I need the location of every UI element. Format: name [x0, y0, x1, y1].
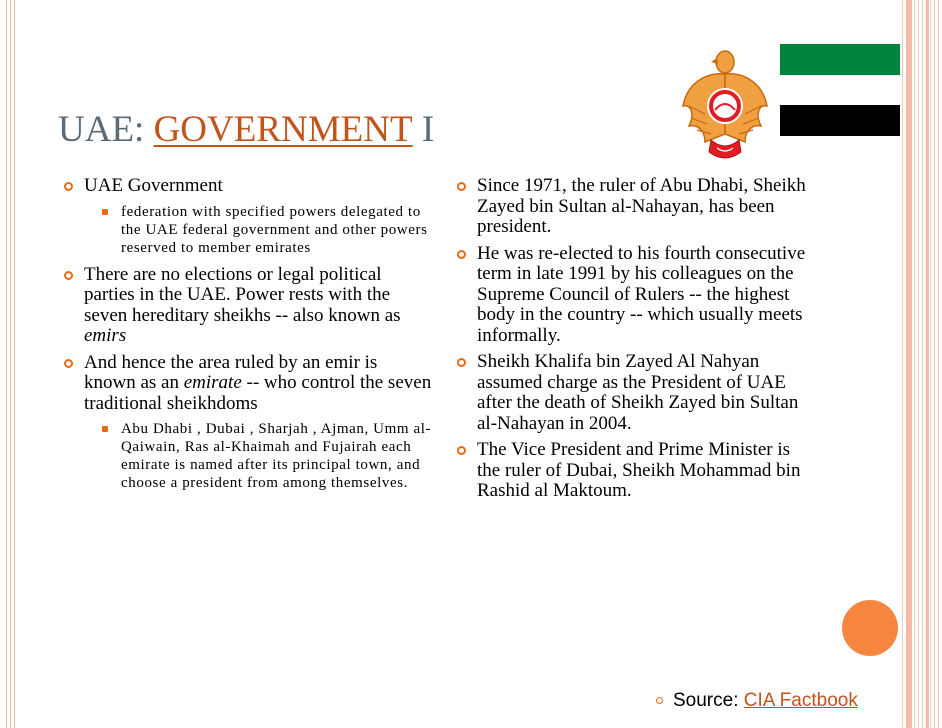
left-rule-1 — [6, 0, 7, 728]
cia-factbook-link[interactable]: CIA Factbook — [743, 690, 858, 711]
sub-bullet-federation: federation with specified powers delegated to the UAE federal government and other powers reserved to member emirates — [62, 203, 432, 257]
right-decor-band — [902, 0, 942, 728]
left-column — [62, 176, 432, 500]
bullet-re-elected: He was re-elected to his fourth consecutive term in late 1991 by his colleagues on the Supreme Council of Rulers -- the highest body in the country -- which usually meets informally. — [455, 244, 815, 347]
bullet-ring-icon — [457, 446, 466, 455]
bullet-no-elections: There are no elections or legal political parties in the UAE. Power rests with the seven hereditary sheikhs -- also known as emirs — [62, 265, 432, 347]
bullet-ring-icon — [457, 182, 466, 191]
bullet-sheikh-khalifa: Sheikh Khalifa bin Zayed Al Nahyan assumed charge as the President of UAE after the death of Sheikh Zayed bin Sultan al-Nahayan in 2004. — [455, 352, 815, 434]
decorative-circle — [842, 600, 898, 656]
uae-falcon-emblem-icon — [675, 44, 775, 166]
bullet-ring-icon — [656, 697, 663, 704]
sub-bullet-emirates-list: Abu Dhabi , Dubai , Sharjah , Ajman, Umm al-Qaiwain, Ras al-Khaimah and Fujairah each emirate is named after its principal town, and choose a president from among themselves. — [62, 420, 432, 492]
slide-title: UAE: GOVERNMENT I — [58, 109, 435, 150]
left-rule-2 — [10, 0, 11, 728]
bullet-ring-icon — [457, 358, 466, 367]
right-column — [455, 176, 815, 508]
bullet-vice-president: The Vice President and Prime Minister is the ruler of Dubai, Sheikh Mohammad bin Rashid al Maktoum. — [455, 440, 815, 502]
bullet-ring-icon — [64, 271, 73, 280]
uae-flag-icon — [780, 44, 900, 136]
bullet-emirate: And hence the area ruled by an emir is known as an emirate -- who control the seven traditional sheikhdoms — [62, 353, 432, 415]
bullet-ring-icon — [457, 250, 466, 259]
source-line: Source: CIA Factbook — [656, 690, 858, 712]
bullet-square-icon — [102, 209, 108, 215]
left-rule-3 — [14, 0, 15, 728]
title-link-government[interactable]: GOVERNMENT — [153, 109, 413, 150]
bullet-square-icon — [102, 426, 108, 432]
bullet-ring-icon — [64, 182, 73, 191]
bullet-since-1971: Since 1971, the ruler of Abu Dhabi, Sheikh Zayed bin Sultan al-Nahayan, has been president. — [455, 176, 815, 238]
bullet-ring-icon — [64, 359, 73, 368]
bullet-uae-government: UAE Government — [62, 176, 432, 197]
